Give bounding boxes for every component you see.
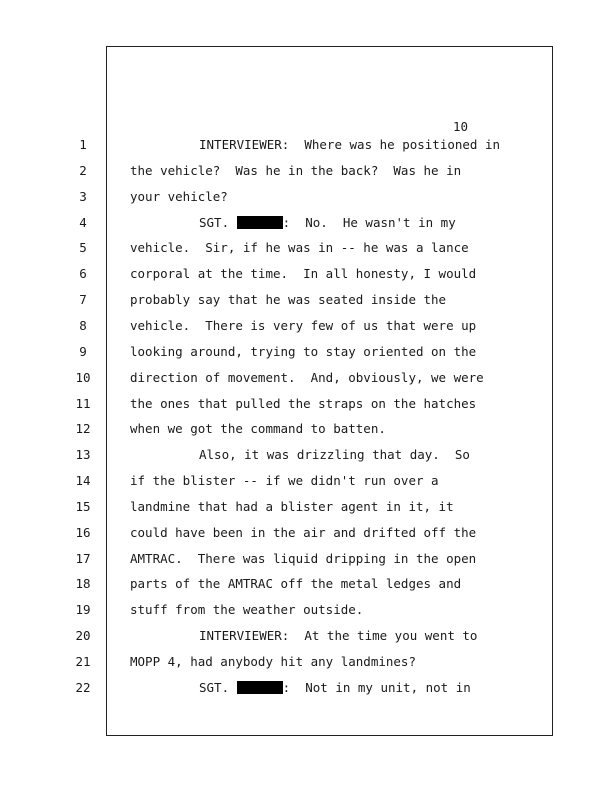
transcript-line [130, 163, 461, 178]
transcript-line [199, 215, 456, 230]
transcript-line [130, 344, 476, 359]
line-text: SGT. [199, 214, 237, 230]
line-number: 17 [75, 550, 91, 566]
transcript-line [130, 266, 476, 281]
transcript-line [130, 396, 476, 411]
line-number: 20 [75, 628, 91, 644]
line-number: 8 [79, 317, 87, 333]
transcript-line [130, 318, 476, 333]
line-text: vehicle. Sir, if he was in -- he was a lance [130, 240, 469, 256]
transcript-line [130, 421, 386, 436]
line-number: 19 [75, 602, 91, 618]
line-text: MOPP 4, had anybody hit any landmines? [130, 654, 416, 669]
line-text: SGT. [199, 679, 237, 695]
line-text: AMTRAC. There was liquid dripping in the open [130, 550, 477, 566]
line-number: 5 [79, 240, 87, 256]
line-text: INTERVIEWER: Where was he positioned in [199, 137, 501, 152]
transcript-line [199, 137, 500, 152]
transcript-line [130, 473, 439, 488]
line-number: 2 [79, 162, 87, 178]
line-number: 13 [75, 447, 91, 463]
line-text: your vehicle? [130, 188, 228, 204]
line-text: when we got the command to batten. [130, 421, 386, 437]
transcript-line [199, 628, 477, 643]
line-text: : No. He wasn't in my [282, 214, 456, 230]
transcript-line [130, 576, 461, 591]
page-number: 10 [453, 119, 469, 134]
line-number: 14 [75, 473, 91, 489]
transcript-line [199, 680, 471, 695]
line-text: could have been in the air and drifted off the [130, 524, 477, 540]
line-number: 21 [75, 654, 91, 669]
transcript-line [130, 551, 476, 566]
transcript-line [130, 499, 454, 514]
line-text: direction of movement. And, obviously, we were [130, 369, 484, 385]
line-text: looking around, trying to stay oriented on the [130, 343, 477, 359]
line-number: 3 [79, 188, 87, 204]
line-number: 10 [75, 369, 91, 385]
line-number: 11 [75, 395, 91, 411]
line-number: 4 [79, 214, 87, 230]
transcript-line [130, 240, 469, 255]
transcript-line [130, 525, 476, 540]
line-text: the ones that pulled the straps on the hatches [130, 395, 477, 411]
line-text: INTERVIEWER: At the time you went to [199, 628, 478, 644]
transcript-line [130, 370, 484, 385]
line-text: : Not in my unit, not in [282, 679, 471, 695]
line-text: landmine that had a blister agent in it, it [130, 498, 454, 514]
transcript-line [130, 654, 416, 669]
redaction-bar [237, 216, 283, 229]
line-number: 6 [79, 266, 87, 282]
line-number: 15 [75, 498, 91, 514]
transcript-line [199, 447, 470, 462]
transcript-line [130, 189, 228, 204]
line-number: 22 [75, 679, 91, 695]
line-text: corporal at the time. In all honesty, I would [130, 266, 477, 282]
line-text: probably say that he was seated inside the [130, 292, 447, 308]
line-number: 16 [75, 524, 91, 540]
transcript-line [130, 602, 363, 617]
line-number: 1 [79, 137, 87, 152]
line-number: 7 [79, 292, 87, 308]
line-number: 18 [75, 576, 91, 592]
line-text: vehicle. There is very few of us that were up [130, 317, 477, 333]
line-text: parts of the AMTRAC off the metal ledges and [130, 576, 462, 592]
line-number: 9 [79, 343, 87, 359]
line-text: if the blister -- if we didn't run over a [130, 473, 439, 489]
redaction-bar [237, 681, 283, 694]
line-text: stuff from the weather outside. [130, 602, 364, 618]
line-number: 12 [75, 421, 91, 437]
line-text: the vehicle? Was he in the back? Was he in [130, 162, 462, 178]
line-text: Also, it was drizzling that day. So [199, 447, 470, 463]
transcript-line [130, 292, 446, 307]
line-number-margin-rule [106, 126, 107, 736]
